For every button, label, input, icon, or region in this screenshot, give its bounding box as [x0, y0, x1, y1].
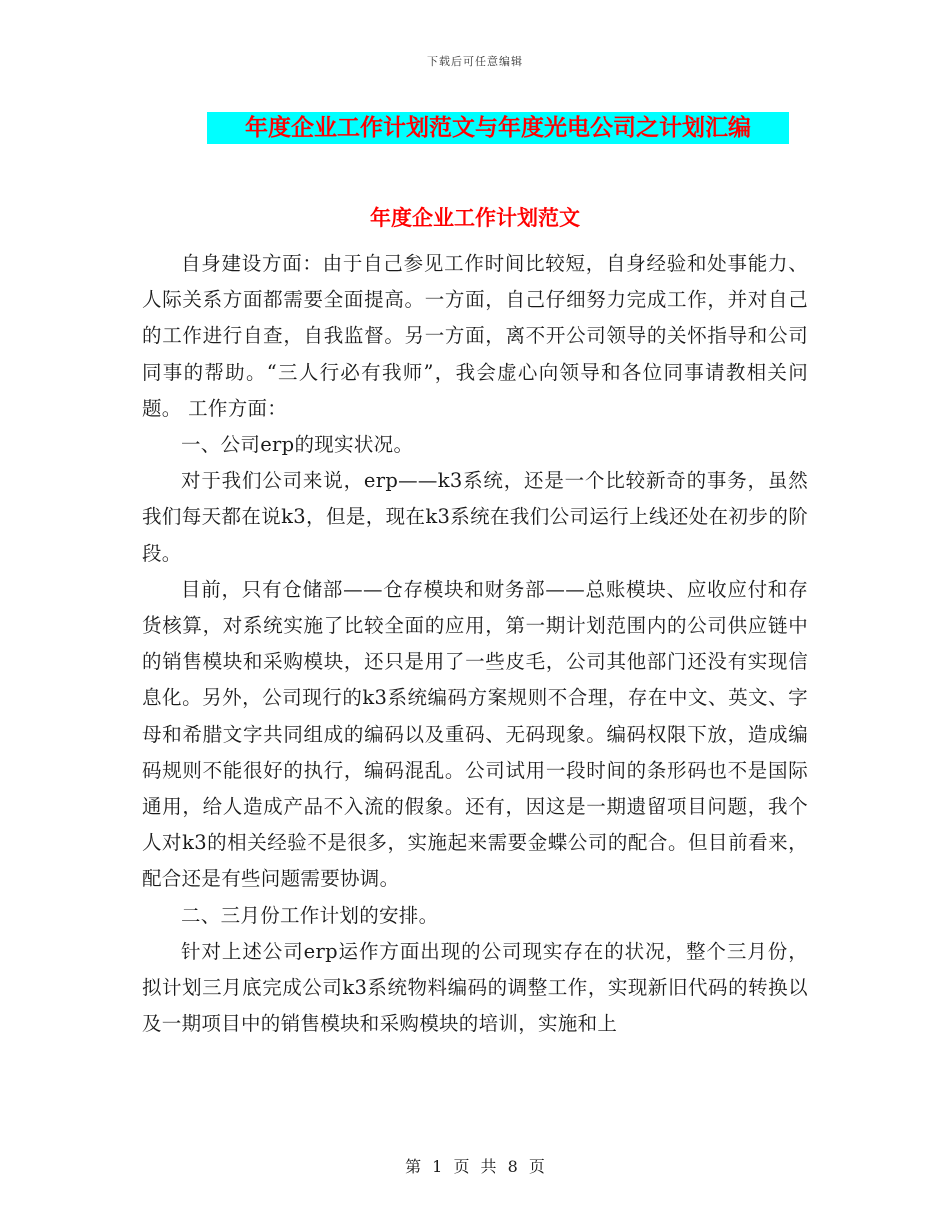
page-header-note: 下载后可任意编辑 [427, 55, 523, 68]
paragraph: 二、三月份工作计划的安排。 [181, 903, 439, 927]
section-title: 年度企业工作计划范文 [370, 206, 580, 230]
page-number: 第 1 页 共 8 页 [405, 1157, 545, 1176]
document-title: 年度企业工作计划范文与年度光电公司之计划汇编 [245, 115, 751, 141]
document-body [142, 246, 808, 1042]
paragraph: 自身建设方面：由于自己参见工作时间比较短，自身经验和处事能力、人际关系方面都需要全面提高。一方面，自己仔细努力完成工作，并对自己的工作进行自查，自我监督。另一方面，离不开公司领导的关怀指导和公司同事的帮助。“三人行必有我师”，我会虚心向领导和各位同事请教相关问题。 工作方面： [142, 252, 808, 420]
paragraph: 针对上述公司erp运作方面出现的公司现实存在的状况，整个三月份，拟计划三月底完成公司k3系统物料编码的调整工作，实现新旧代码的转换以及一期项目中的销售模块和采购模块的培训，实施和上 [142, 939, 808, 1036]
main-title-highlight [207, 112, 789, 144]
paragraph: 对于我们公司来说，erp——k3系统，还是一个比较新奇的事务，虽然我们每天都在说k3，但是，现在k3系统在我们公司运行上线还处在初步的阶段。 [142, 469, 808, 565]
paragraph: 一、公司erp的现实状况。 [181, 433, 414, 457]
paragraph: 目前，只有仓储部——仓存模块和财务部——总账模块、应收应付和存货核算，对系统实施了比较全面的应用，第一期计划范围内的公司供应链中的销售模块和采购模块，还只是用了一些皮毛，公司其他部门还没有实现信息化。另外，公司现行的k3系统编码方案规则不合理，存在中文、英文、字母和希腊文字共同组成的编码以及重码、无码现象。编码权限下放，造成编码规则不能很好的执行，编码混乱。公司试用一段时间的条形码也不是国际通用，给人造成产品不入流的假象。还有，因这是一期遗留项目问题，我个人对k3的相关经验不是很多，实施起来需要金蝶公司的配合。但目前看来，配合还是有些问题需要协调。 [142, 577, 808, 891]
